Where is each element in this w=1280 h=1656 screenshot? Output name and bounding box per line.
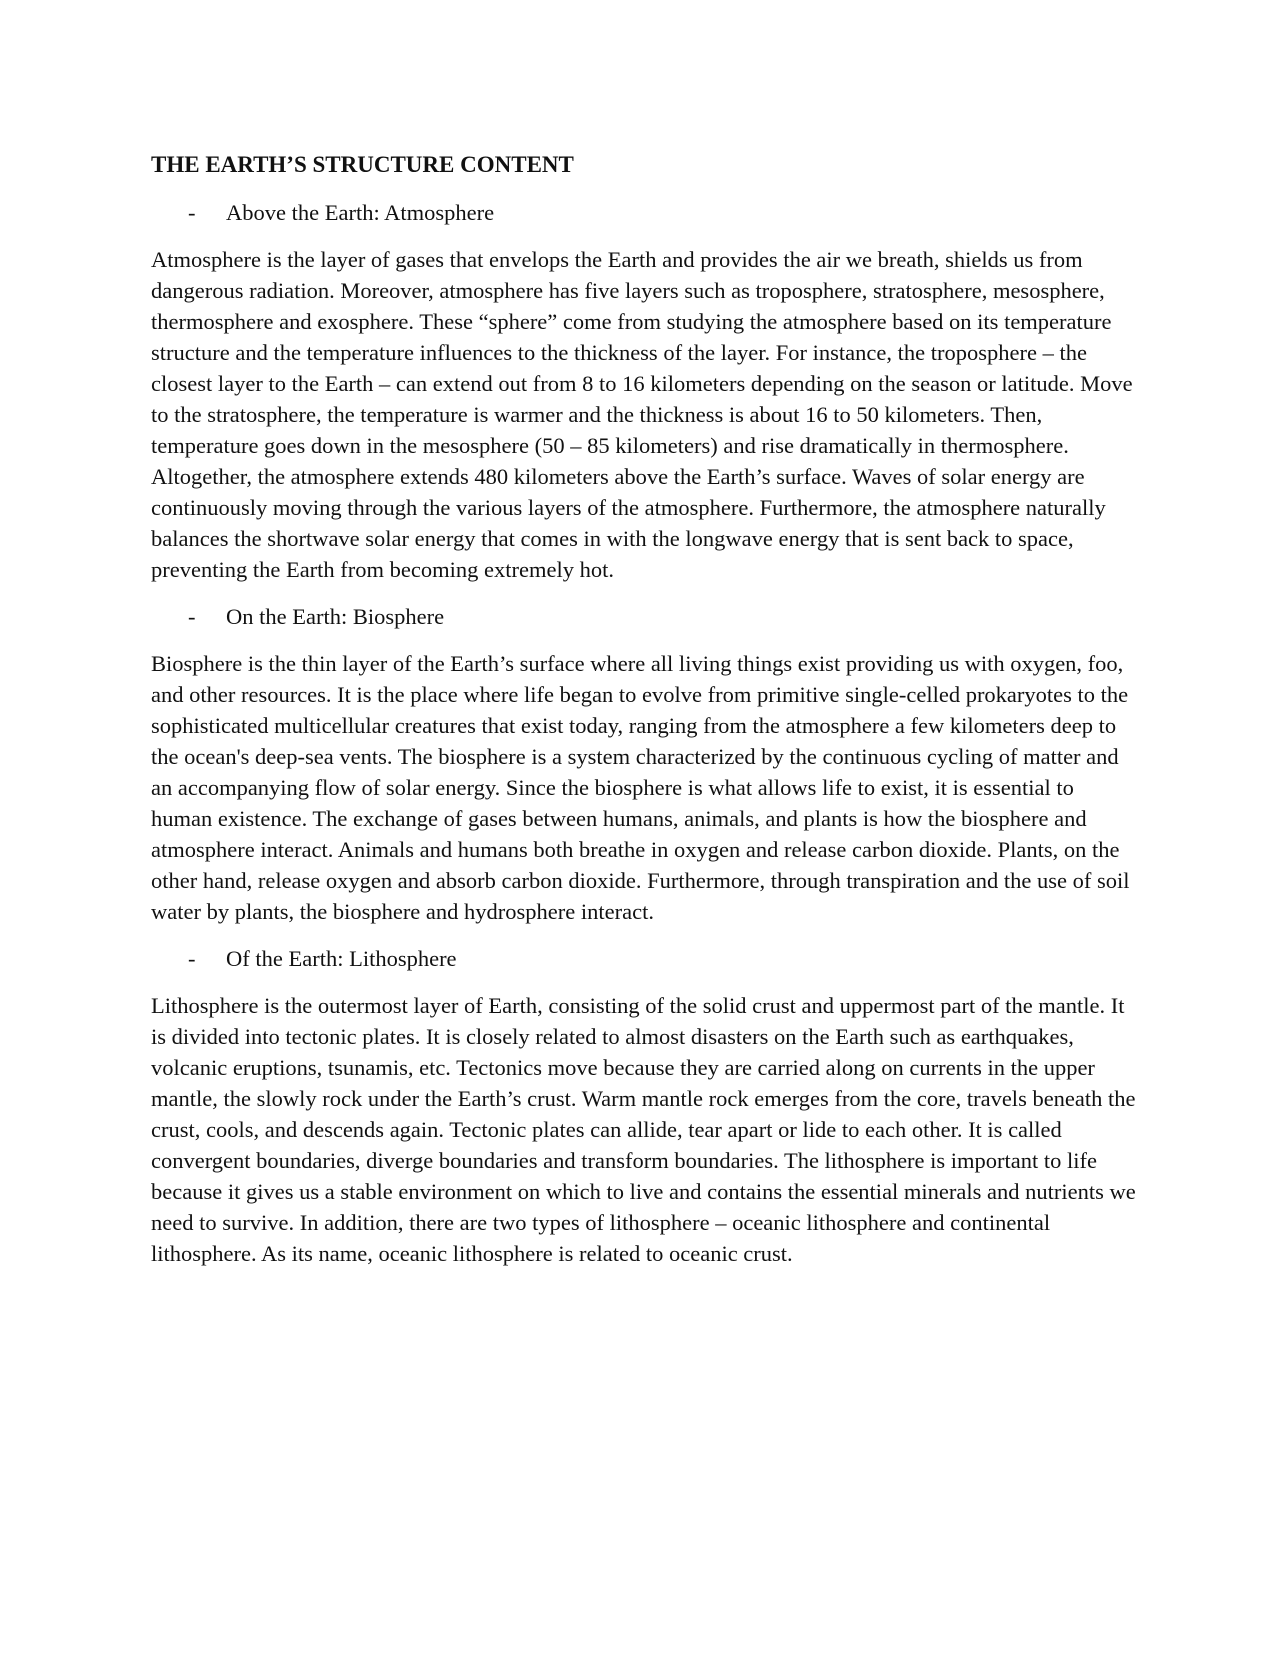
section-heading-label: Of the Earth: Lithosphere [226,946,457,971]
bullet-dash: - [188,200,196,225]
section-heading-lithosphere [151,944,1136,974]
bullet-dash: - [188,946,196,971]
document-page [151,150,1136,1286]
section-heading-label: On the Earth: Biosphere [226,604,445,629]
section-heading-label: Above the Earth: Atmosphere [226,200,495,225]
section-body-atmosphere: Atmosphere is the layer of gases that envelops the Earth and provides the air we breath, shields us from dangerous radiation. Moreover, atmosphere has five layers such as troposphere, stratosphere, mesosphere, thermosphere and exosphere. These “sphere” come from studying the atmosphere based on its temperature structure and the temperature influences to the thickness of the layer. For instance, the troposphere – the closest layer to the Earth – can extend out from 8 to 16 kilometers depending on the season or latitude. Move to the stratosphere, the temperature is warmer and the thickness is about 16 to 50 kilometers. Then, temperature goes down in the mesosphere (50 – 85 kilometers) and rise dramatically in thermosphere. Altogether, the atmosphere extends 480 kilometers above the Earth’s surface. Waves of solar energy are continuously moving through the various layers of the atmosphere. Furthermore, the atmosphere naturally balances the shortwave solar energy that comes in with the longwave energy that is sent back to space, preventing the Earth from becoming extremely hot. [151,247,1133,582]
section-body-biosphere: Biosphere is the thin layer of the Earth’s surface where all living things exist providing us with oxygen, foo, and other resources. It is the place where life began to evolve from primitive single-celled prokaryotes to the sophisticated multicellular creatures that exist today, ranging from the atmosphere a few kilometers deep to the ocean's deep-sea vents. The biosphere is a system characterized by the continuous cycling of matter and an accompanying flow of solar energy. Since the biosphere is what allows life to exist, it is essential to human existence. The exchange of gases between humans, animals, and plants is how the biosphere and atmosphere interact. Animals and humans both breathe in oxygen and release carbon dioxide. Plants, on the other hand, release oxygen and absorb carbon dioxide. Furthermore, through transpiration and the use of soil water by plants, the biosphere and hydrosphere interact. [151,651,1130,924]
section-heading-biosphere [151,602,1136,632]
bullet-dash: - [188,604,196,629]
section-body-lithosphere: Lithosphere is the outermost layer of Earth, consisting of the solid crust and uppermost part of the mantle. It is divided into tectonic plates. It is closely related to almost disasters on the Earth such as earthquakes, volcanic eruptions, tsunamis, etc. Tectonics move because they are carried along on currents in the upper mantle, the slowly rock under the Earth’s crust. Warm mantle rock emerges from the core, travels beneath the crust, cools, and descends again. Tectonic plates can allide, tear apart or lide to each other. It is called convergent boundaries, diverge boundaries and transform boundaries. The lithosphere is important to life because it gives us a stable environment on which to live and contains the essential minerals and nutrients we need to survive. In addition, there are two types of lithosphere – oceanic lithosphere and continental lithosphere. As its name, oceanic lithosphere is related to oceanic crust. [151,993,1136,1266]
section-heading-atmosphere [151,198,1136,228]
document-title: THE EARTH’S STRUCTURE CONTENT [151,152,574,177]
